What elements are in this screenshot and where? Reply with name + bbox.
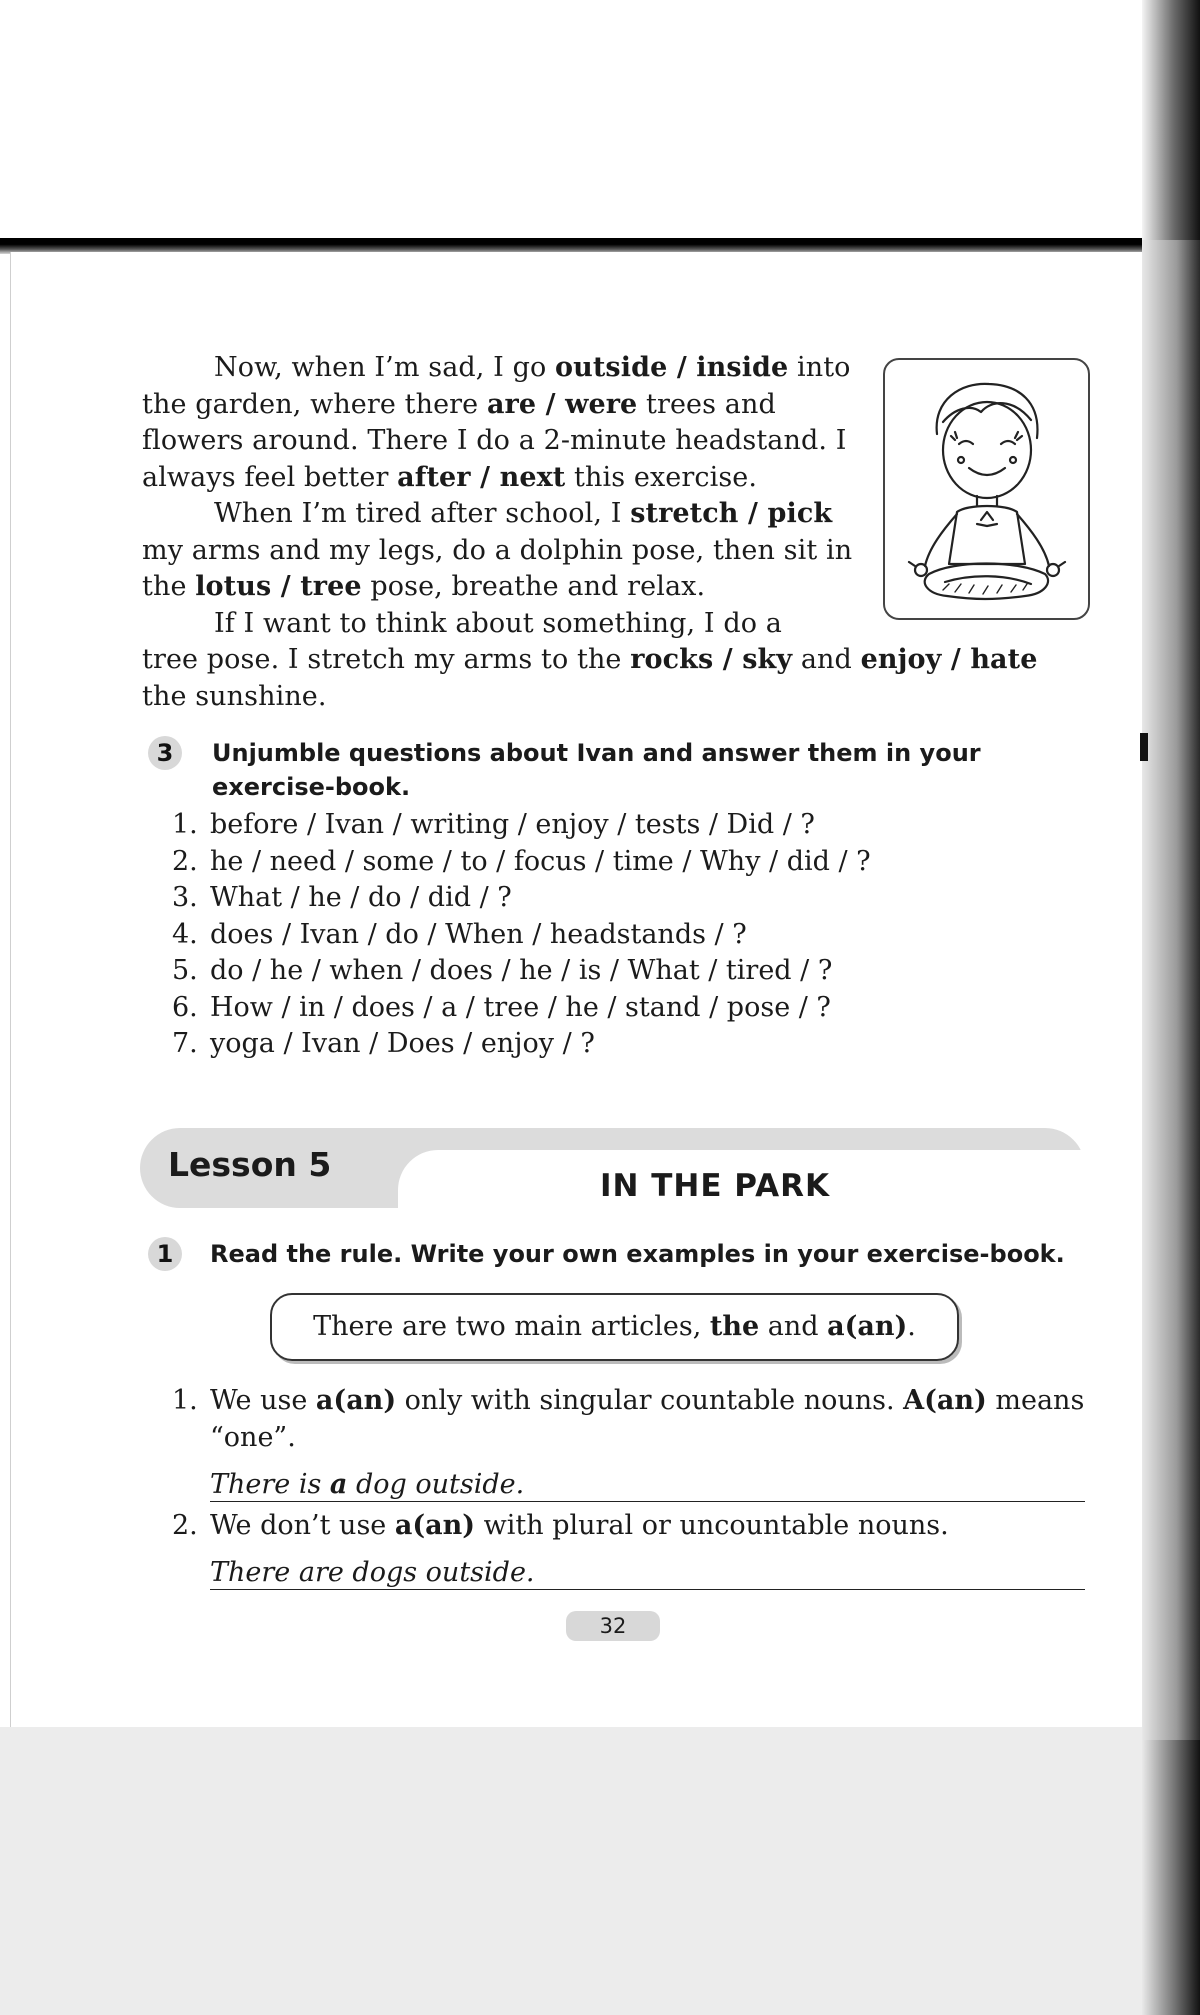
exercise-1-instructions: Read the rule. Write your own examples in your exercise-book. <box>210 1240 1065 1268</box>
list-item: 5. do / he / when / does / he / is / What / tired / ? <box>172 955 833 986</box>
lesson-label: Lesson 5 <box>168 1145 332 1184</box>
list-item: 1. before / Ivan / writing / enjoy / tests / Did / ? <box>172 809 815 840</box>
list-item: 2. We don’t use a(an) with plural or uncountable nouns. <box>172 1510 949 1541</box>
rules-list <box>172 1383 1087 1456</box>
yoga-girl-illustration <box>883 358 1090 620</box>
list-item: 3. What / he / do / did / ? <box>172 882 512 913</box>
lesson-title: IN THE PARK <box>599 1168 831 1204</box>
exercise-3-list <box>172 807 1072 1063</box>
exercise-1-number: 1 <box>148 1237 182 1271</box>
list-item: 7. yoga / Ivan / Does / enjoy / ? <box>172 1028 595 1059</box>
book-binding-edge <box>1142 0 1200 2015</box>
list-item: 2. he / need / some / to / focus / time / Why / did / ? <box>172 845 871 877</box>
paragraph-2: When I’m tired after school, I stretch / pick my arms and my legs, do a dolphin pose, then sit in the lotus / tree pose, breathe and relax. <box>142 498 853 602</box>
yoga-girl-icon <box>885 360 1088 618</box>
exercise-3-number: 3 <box>148 736 182 770</box>
rules-list-continued <box>172 1508 1087 1545</box>
background-below-page <box>0 1727 1142 2015</box>
rule-box: There are two main articles, the and a(an). <box>270 1293 959 1361</box>
list-item: 4. does / Ivan / do / When / headstands / ? <box>172 918 747 950</box>
paragraph-1: Now, when I’m sad, I go outside / inside into the garden, where there are / were trees and flowers around. There I do a 2-minute headstand. I always feel better after / next this exercise. <box>142 352 851 493</box>
example-answer-1: There is a dog outside. <box>210 1467 1085 1502</box>
paragraph-3-end: tree pose. I stretch my arms to the rocks / sky and enjoy / hate the sunshine. <box>142 644 1038 712</box>
exercise-3-instructions: Unjumble questions about Ivan and answer them in your exercise-book. <box>212 739 981 801</box>
list-item: 6. How / in / does / a / tree / he / stand / pose / ? <box>172 991 831 1023</box>
list-item: 1. We use a(an) only with singular countable nouns. A(an) means “one”. <box>172 1385 1085 1453</box>
margin-mark <box>1140 733 1148 761</box>
page-number: 32 <box>566 1611 660 1641</box>
paragraph-3-start: If I want to think about something, I do a <box>214 607 782 639</box>
example-answer-2: There are dogs outside. <box>210 1555 1085 1590</box>
